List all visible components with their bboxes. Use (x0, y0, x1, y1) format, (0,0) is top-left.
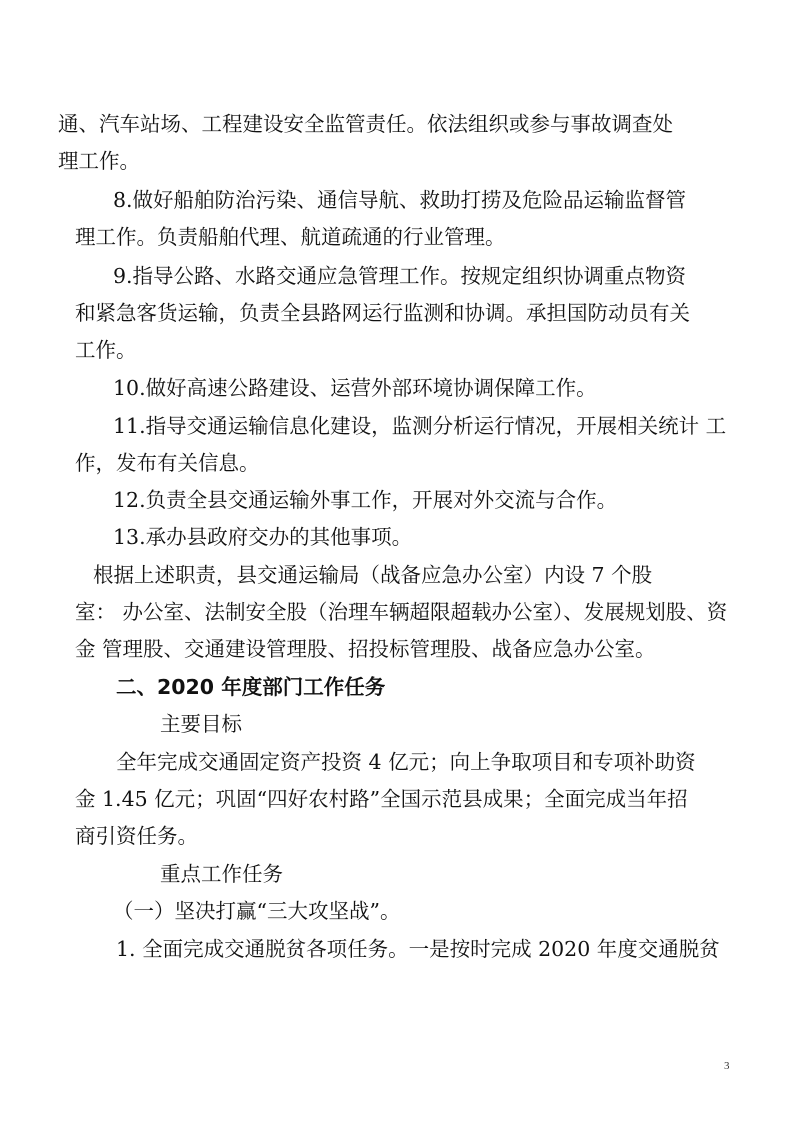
text-line-12: 13.承办县政府交办的其他事项。 (113, 525, 413, 549)
text-line-6: 和紧急客货运输，负责全县路网运行监测和协调。承担国防动员有关 (75, 301, 690, 325)
text-line-1: 通、汽车站场、工程建设安全监管责任。依法组织或参与事故调查处 (58, 112, 673, 136)
section-heading: 二、2020 年度部门工作任务 (116, 675, 386, 699)
subheading-key-tasks: 重点工作任务 (160, 862, 283, 886)
page-number: 3 (724, 1060, 730, 1072)
text-line-20: 商引资任务。 (75, 824, 198, 848)
text-line-14: 室： 办公室、法制安全股（治理车辆超限超载办公室）、发展规划股、资 (75, 600, 728, 624)
text-line-15: 金 管理股、交通建设管理股、招投标管理股、战备应急办公室。 (75, 637, 656, 661)
text-line-10: 作，发布有关信息。 (75, 451, 260, 475)
subheading-main-goals: 主要目标 (160, 712, 242, 736)
text-line-9: 11.指导交通运输信息化建设，监测分析运行情况，开展相关统计 工 (113, 414, 727, 438)
text-line-7: 工作。 (75, 338, 137, 362)
text-line-23: 1. 全面完成交通脱贫各项任务。一是按时完成 2020 年度交通脱贫 (116, 937, 720, 961)
text-line-13: 根据上述职责，县交通运输局（战备应急办公室）内设 7 个股 (93, 563, 653, 587)
text-line-18: 全年完成交通固定资产投资 4 亿元；向上争取项目和专项补助资 (116, 750, 696, 774)
text-line-8: 10.做好高速公路建设、运营外部环境协调保障工作。 (113, 376, 597, 400)
text-line-11: 12.负责全县交通运输外事工作，开展对外交流与合作。 (113, 488, 618, 512)
text-line-2: 理工作。 (58, 149, 140, 173)
text-line-3: 8.做好船舶防治污染、通信导航、救助打捞及危险品运输监督管 (113, 188, 687, 212)
text-line-22: （一）坚决打赢“三大攻坚战”。 (113, 899, 401, 923)
text-line-19: 金 1.45 亿元；巩固“四好农村路”全国示范县成果；全面完成当年招 (75, 787, 688, 811)
text-line-4: 理工作。负责船舶代理、航道疏通的行业管理。 (75, 225, 506, 249)
text-line-5: 9.指导公路、水路交通应急管理工作。按规定组织协调重点物资 (113, 264, 687, 288)
